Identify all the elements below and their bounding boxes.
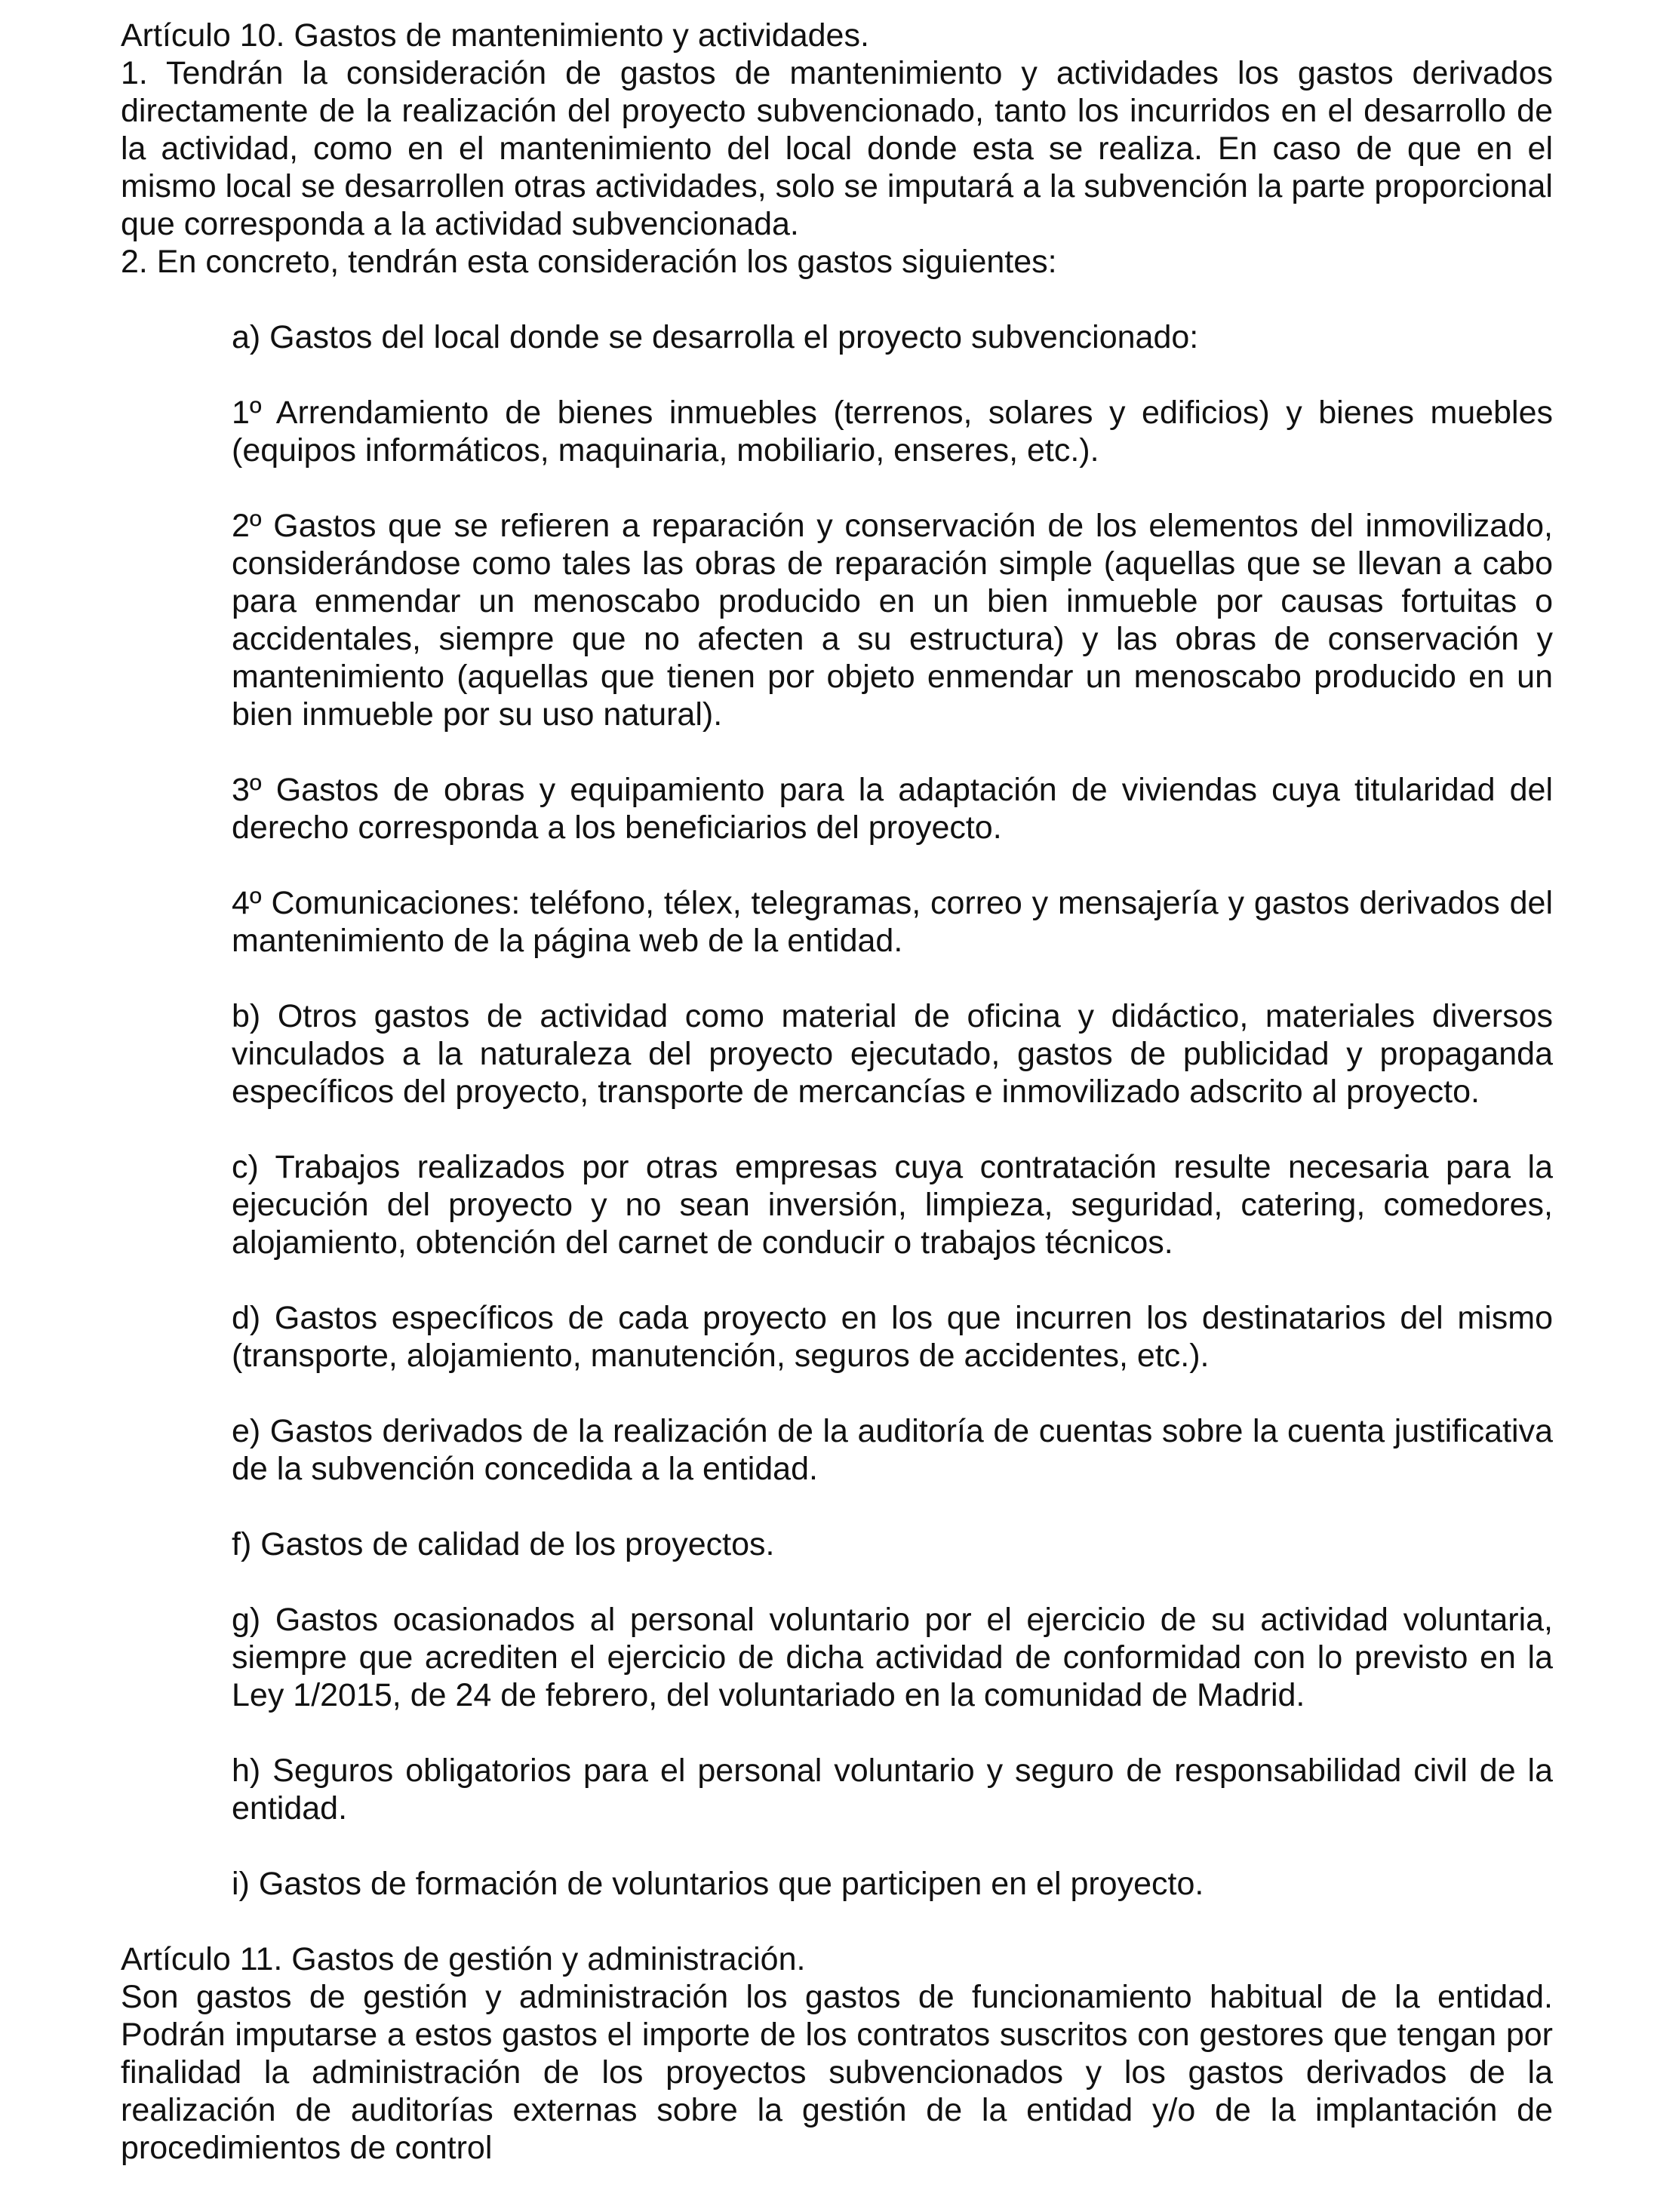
item-i: i) Gastos de formación de voluntarios que participen en el proyecto. xyxy=(232,1866,1204,1902)
item-b: b) Otros gastos de actividad como material de oficina y didáctico, materiales diversos vinculados a la naturaleza del proyecto ejecutado, gastos de publicidad y propaganda específicos del proyecto, transporte de mercancías e inmovilizado adscrito al proyecto. xyxy=(232,998,1553,1110)
item-a-1: 1º Arrendamiento de bienes inmuebles (terrenos, solares y edificios) y bienes muebles (equipos informáticos, maquinaria, mobiliario, enseres, etc.). xyxy=(232,395,1553,469)
article-11-title: Artículo 11. Gastos de gestión y administración. xyxy=(121,1941,806,1977)
item-h: h) Seguros obligatorios para el personal voluntario y seguro de responsabilidad civil de la entidad. xyxy=(232,1753,1553,1826)
item-c: c) Trabajos realizados por otras empresas cuya contratación resulte necesaria para la ejecución del proyecto y no sean inversión, limpieza, seguridad, catering, comedores, alojamiento, obtención del carnet de conducir o trabajos técnicos. xyxy=(232,1149,1553,1261)
document-page xyxy=(121,17,1553,2167)
item-a-4: 4º Comunicaciones: teléfono, télex, telegramas, correo y mensajería y gastos derivados del mantenimiento de la página web de la entidad. xyxy=(232,885,1553,959)
item-e: e) Gastos derivados de la realización de la auditoría de cuentas sobre la cuenta justificativa de la subvención concedida a la entidad. xyxy=(232,1413,1553,1487)
item-g: g) Gastos ocasionados al personal voluntario por el ejercicio de su actividad voluntaria, siempre que acrediten el ejercicio de dicha actividad de conformidad con lo previsto en la Ley 1/2015, de 24 de febrero, del voluntariado en la comunidad de Madrid. xyxy=(232,1602,1553,1713)
article-10-paragraph-2: 2. En concreto, tendrán esta consideración los gastos siguientes: xyxy=(121,244,1057,280)
article-10-title: Artículo 10. Gastos de mantenimiento y actividades. xyxy=(121,17,869,54)
article-10-paragraph-1: 1. Tendrán la consideración de gastos de mantenimiento y actividades los gastos derivados directamente de la realización del proyecto subvencionado, tanto los incurridos en el desarrollo de la actividad, como en el mantenimiento del local donde esta se realiza. En caso de que en el mismo local se desarrollen otras actividades, solo se imputará a la subvención la parte proporcional que corresponda a la actividad subvencionada. xyxy=(121,55,1553,242)
item-d: d) Gastos específicos de cada proyecto en los que incurren los destinatarios del mismo (transporte, alojamiento, manutención, seguros de accidentes, etc.). xyxy=(232,1300,1553,1374)
article-11-paragraph-1: Son gastos de gestión y administración los gastos de funcionamiento habitual de la entidad. Podrán imputarse a estos gastos el importe de los contratos suscritos con gestores que tengan por finalidad la administración de los proyectos subvencionados y los gastos derivados de la realización de auditorías externas sobre la gestión de la entidad y/o de la implantación de procedimientos de control xyxy=(121,1979,1553,2166)
item-a-3: 3º Gastos de obras y equipamiento para la adaptación de viviendas cuya titularidad del derecho corresponda a los beneficiarios del proyecto. xyxy=(232,772,1553,846)
item-f: f) Gastos de calidad de los proyectos. xyxy=(232,1526,775,1562)
item-a-2: 2º Gastos que se refieren a reparación y conservación de los elementos del inmovilizado, considerándose como tales las obras de reparación simple (aquellas que se llevan a cabo para enmendar un menoscabo producido en un bien inmueble por causas fortuitas o accidentales, siempre que no afecten a su estructura) y las obras de conservación y mantenimiento (aquellas que tienen por objeto enmendar un menoscabo producido en un bien inmueble por su uso natural). xyxy=(232,508,1553,733)
item-a: a) Gastos del local donde se desarrolla el proyecto subvencionado: xyxy=(232,319,1199,355)
